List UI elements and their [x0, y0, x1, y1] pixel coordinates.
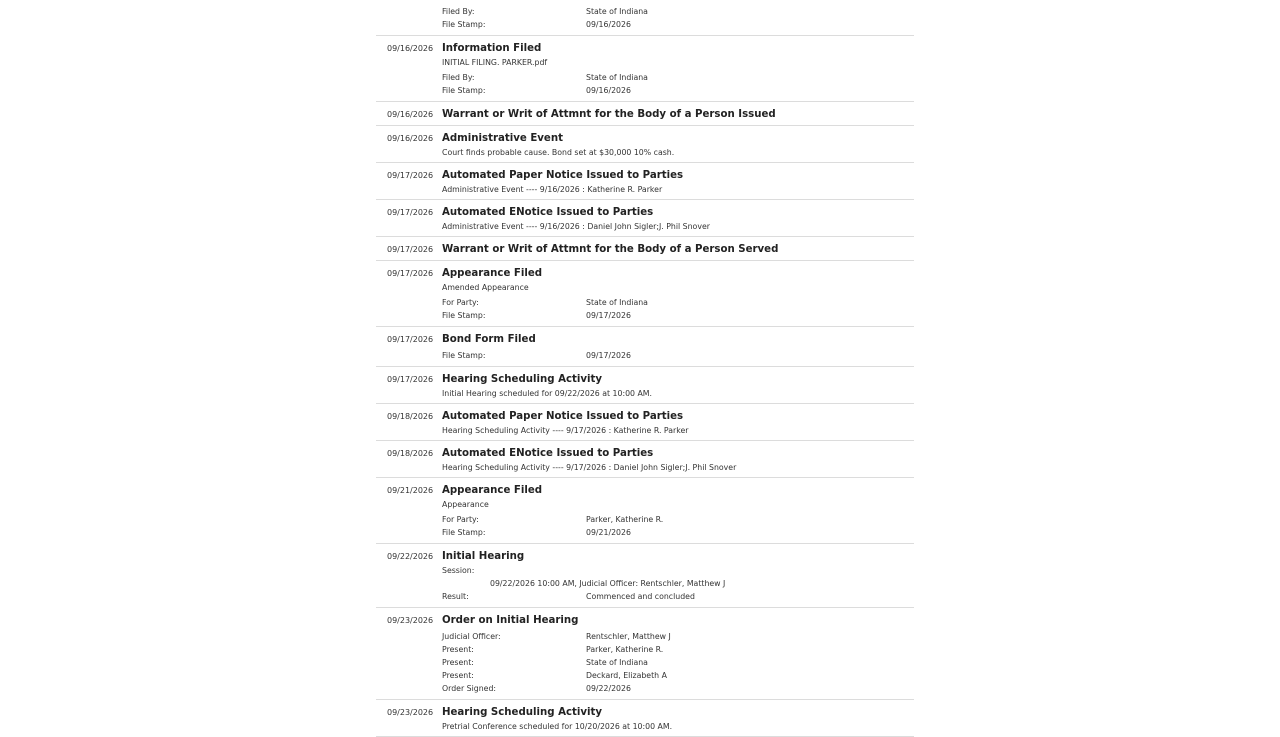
event-title: Administrative Event [442, 133, 563, 144]
field-row [442, 669, 914, 682]
event-title: Warrant or Writ of Attmnt for the Body of a Person Issued [442, 109, 776, 120]
event-title: Appearance Filed [442, 485, 543, 496]
field-value: Deckard, Elizabeth A [586, 671, 667, 680]
event-entry [376, 441, 914, 478]
event-date: 09/16/2026 [387, 110, 434, 119]
event-entry [376, 544, 914, 608]
field-row [442, 71, 914, 84]
field-value: State of Indiana [586, 7, 648, 16]
field-row [442, 682, 914, 695]
event-entry [376, 261, 914, 327]
event-date: 09/21/2026 [387, 486, 434, 495]
event-description [442, 0, 914, 2]
event-date: 09/17/2026 [387, 269, 434, 278]
field-value: Commenced and concluded [586, 592, 695, 601]
event-title: Automated Paper Notice Issued to Parties [442, 170, 684, 181]
event-description: Hearing Scheduling Activity ---- 9/17/2026 : Daniel John Sigler;J. Phil Snover [442, 463, 737, 472]
field-value: State of Indiana [586, 658, 648, 667]
field-label: Result: [442, 592, 469, 601]
event-entry [376, 102, 914, 126]
field-label: Judicial Officer: [442, 632, 501, 641]
field-row [442, 564, 914, 577]
event-entry [376, 327, 914, 367]
field-label: Filed By: [442, 73, 475, 82]
field-row [442, 656, 914, 669]
field-label: File Stamp: [442, 528, 486, 537]
event-description: Pretrial Conference scheduled for 10/20/2026 at 10:00 AM. [442, 722, 673, 731]
event-date: 09/23/2026 [387, 616, 434, 625]
field-label: File Stamp: [442, 86, 486, 95]
field-value: 09/22/2026 [586, 684, 631, 693]
event-description: Hearing Scheduling Activity ---- 9/17/2026 : Katherine R. Parker [442, 426, 689, 435]
event-title: Information Filed [442, 43, 542, 54]
event-date: 09/16/2026 [387, 134, 434, 143]
event-title: Automated ENotice Issued to Parties [442, 448, 654, 459]
event-description: Initial Hearing scheduled for 09/22/2026 at 10:00 AM. [442, 389, 653, 398]
event-date: 09/18/2026 [387, 412, 434, 421]
field-label: Present: [442, 671, 474, 680]
event-entry [376, 700, 914, 737]
event-title: Order on Initial Hearing [442, 615, 579, 626]
event-entry [376, 200, 914, 237]
field-row [442, 526, 914, 539]
field-label: For Party: [442, 298, 479, 307]
field-value: Parker, Katherine R. [586, 515, 664, 524]
field-label: Present: [442, 658, 474, 667]
field-row [442, 309, 914, 322]
session-detail: 09/22/2026 10:00 AM, Judicial Officer: Rentschler, Matthew J [490, 579, 726, 588]
field-value: 09/21/2026 [586, 528, 631, 537]
event-date: 09/17/2026 [387, 335, 434, 344]
field-value: 09/16/2026 [586, 20, 631, 29]
event-entry [376, 126, 914, 163]
event-description[interactable]: INITIAL FILING. PARKER.pdf [442, 58, 548, 67]
event-title: Hearing Scheduling Activity [442, 707, 603, 718]
field-label: For Party: [442, 515, 479, 524]
field-row [442, 513, 914, 526]
event-date: 09/22/2026 [387, 552, 434, 561]
event-title: Warrant or Writ of Attmnt for the Body of a Person Served [442, 244, 779, 255]
event-date: 09/23/2026 [387, 708, 434, 717]
event-date: 09/17/2026 [387, 171, 434, 180]
field-label: File Stamp: [442, 20, 486, 29]
field-value: Rentschler, Matthew J [586, 632, 671, 641]
event-date: 09/17/2026 [387, 245, 434, 254]
event-description: Administrative Event ---- 9/16/2026 : Katherine R. Parker [442, 185, 663, 194]
event-entry [376, 0, 914, 36]
event-description: Appearance [442, 500, 489, 509]
event-entry [376, 237, 914, 261]
field-row [442, 18, 914, 31]
field-value: State of Indiana [586, 298, 648, 307]
event-date: 09/18/2026 [387, 449, 434, 458]
event-title: Automated ENotice Issued to Parties [442, 207, 654, 218]
field-label: File Stamp: [442, 311, 486, 320]
event-title: Initial Hearing [442, 551, 525, 562]
case-events-list [376, 0, 914, 737]
field-row [442, 296, 914, 309]
event-entry [376, 608, 914, 700]
event-date: 09/16/2026 [387, 44, 434, 53]
field-row [442, 643, 914, 656]
field-label: File Stamp: [442, 351, 486, 360]
field-value: State of Indiana [586, 73, 648, 82]
field-value: 09/16/2026 [586, 86, 631, 95]
field-label: Present: [442, 645, 474, 654]
event-entry [376, 367, 914, 404]
event-entry [376, 404, 914, 441]
event-entry [376, 163, 914, 200]
field-row [442, 590, 914, 603]
event-title: Hearing Scheduling Activity [442, 374, 603, 385]
event-date: 09/17/2026 [387, 375, 434, 384]
event-entry [376, 36, 914, 102]
event-title: Appearance Filed [442, 268, 543, 279]
field-row [442, 349, 914, 362]
event-entry [376, 478, 914, 544]
event-description: Administrative Event ---- 9/16/2026 : Daniel John Sigler;J. Phil Snover [442, 222, 710, 231]
field-label: Filed By: [442, 7, 475, 16]
field-value: 09/17/2026 [586, 351, 631, 360]
event-date: 09/17/2026 [387, 208, 434, 217]
field-row [442, 84, 914, 97]
event-description: Amended Appearance [442, 283, 529, 292]
field-value: Parker, Katherine R. [586, 645, 664, 654]
field-row [442, 5, 914, 18]
event-title: Bond Form Filed [442, 334, 536, 345]
field-value: 09/17/2026 [586, 311, 631, 320]
event-title: Automated Paper Notice Issued to Parties [442, 411, 684, 422]
field-label: Session: [442, 566, 475, 575]
field-label: Order Signed: [442, 684, 497, 693]
event-description: Court finds probable cause. Bond set at $30,000 10% cash. [442, 148, 675, 157]
field-row [442, 630, 914, 643]
